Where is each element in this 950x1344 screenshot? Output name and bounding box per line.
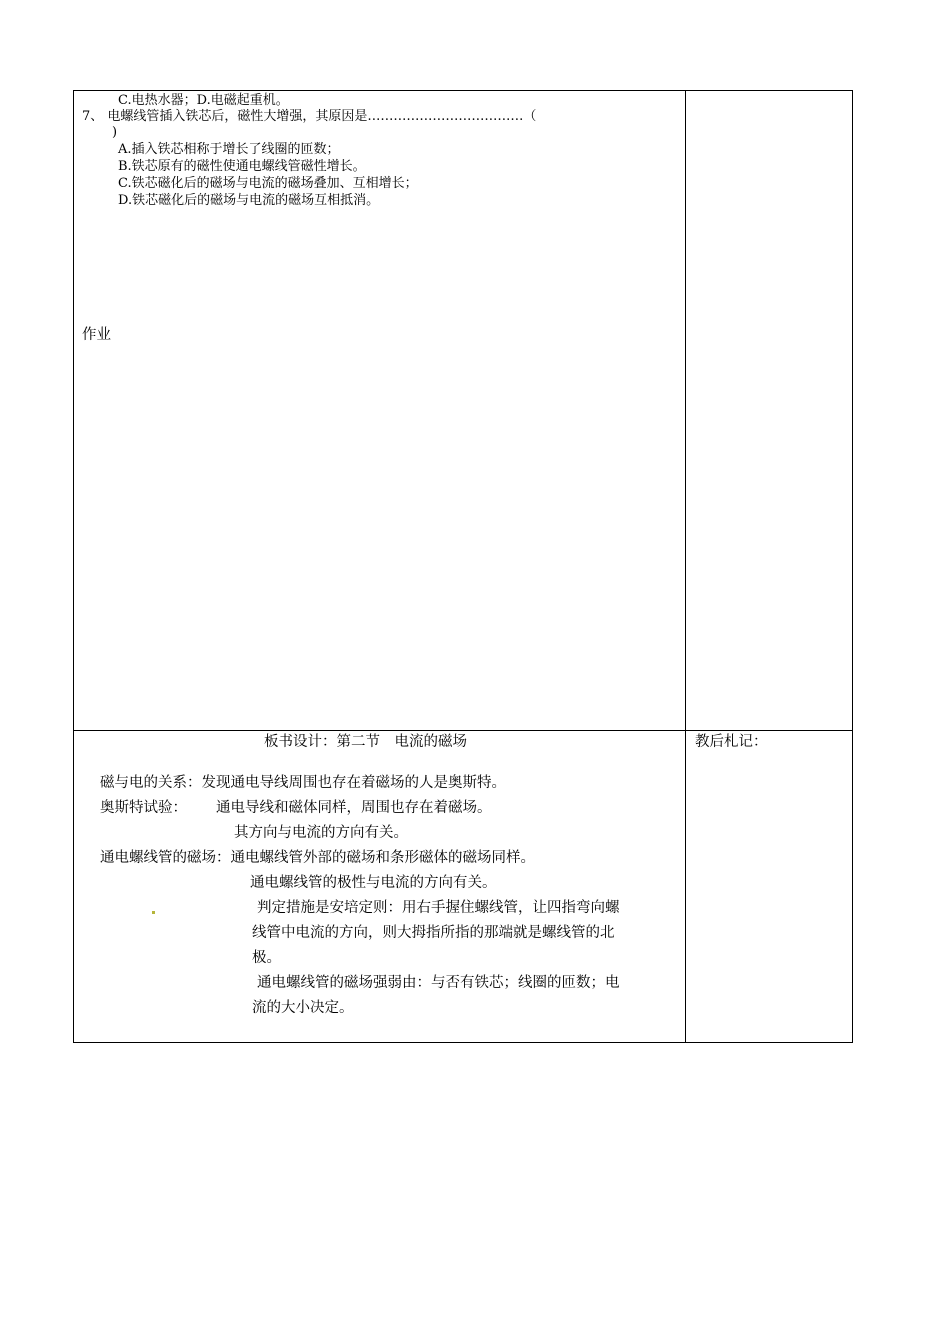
board-line-5: 通电螺线管的极性与电流的方向有关。 <box>250 875 497 891</box>
question-7-option-b: B.铁芯原有的磁性使通电螺线管磁性增长。 <box>118 159 366 174</box>
stray-mark <box>152 911 155 914</box>
table-row-divider <box>73 730 853 731</box>
table-border-top <box>73 90 853 91</box>
board-line-4: 通电螺线管的磁场：通电螺线管外部的磁场和条形磁体的磁场同样。 <box>100 850 535 866</box>
question-7-option-c: C.铁芯磁化后的磁场与电流的磁场叠加、互相增长； <box>118 176 418 191</box>
board-line-1: 磁与电的关系：发现通电导线周围也存在着磁场的人是奥斯特。 <box>100 775 506 791</box>
table-column-divider <box>685 90 686 1043</box>
board-line-10: 流的大小决定。 <box>252 1000 354 1016</box>
table-border-left <box>73 90 74 1043</box>
board-line-8: 极。 <box>252 950 281 966</box>
question-7-option-d: D.铁芯磁化后的磁场与电流的磁场互相抵消。 <box>118 193 380 208</box>
question-7-stem: 7、 电螺线管插入铁芯后，磁性大增强，其原因是………………………………（ <box>82 109 537 124</box>
board-line-3: 其方向与电流的方向有关。 <box>234 825 408 841</box>
board-line-7: 线管中电流的方向，则大拇指所指的那端就是螺线管的北 <box>252 925 615 941</box>
board-line-9: 通电螺线管的磁场强弱由：与否有铁芯；线圈的匝数；电 <box>257 975 620 991</box>
option-line-c-d: C.电热水器；D.电磁起重机。 <box>118 93 289 108</box>
board-design-title: 板书设计：第二节 电流的磁场 <box>264 734 467 750</box>
question-7-close: ) <box>112 125 118 140</box>
homework-label: 作业 <box>82 327 111 343</box>
question-7-option-a: A.插入铁芯相称于增长了线圈的匝数； <box>118 142 340 157</box>
board-line-2-text: 通电导线和磁体同样，周围也存在着磁场。 <box>216 800 492 816</box>
table-border-right <box>852 90 853 1043</box>
post-lesson-notes-label: 教后札记： <box>695 734 768 750</box>
board-line-6: 判定措施是安培定则：用右手握住螺线管，让四指弯向螺 <box>257 900 620 916</box>
table-border-bottom <box>73 1042 853 1043</box>
board-line-2-label: 奥斯特试验： <box>100 800 187 816</box>
